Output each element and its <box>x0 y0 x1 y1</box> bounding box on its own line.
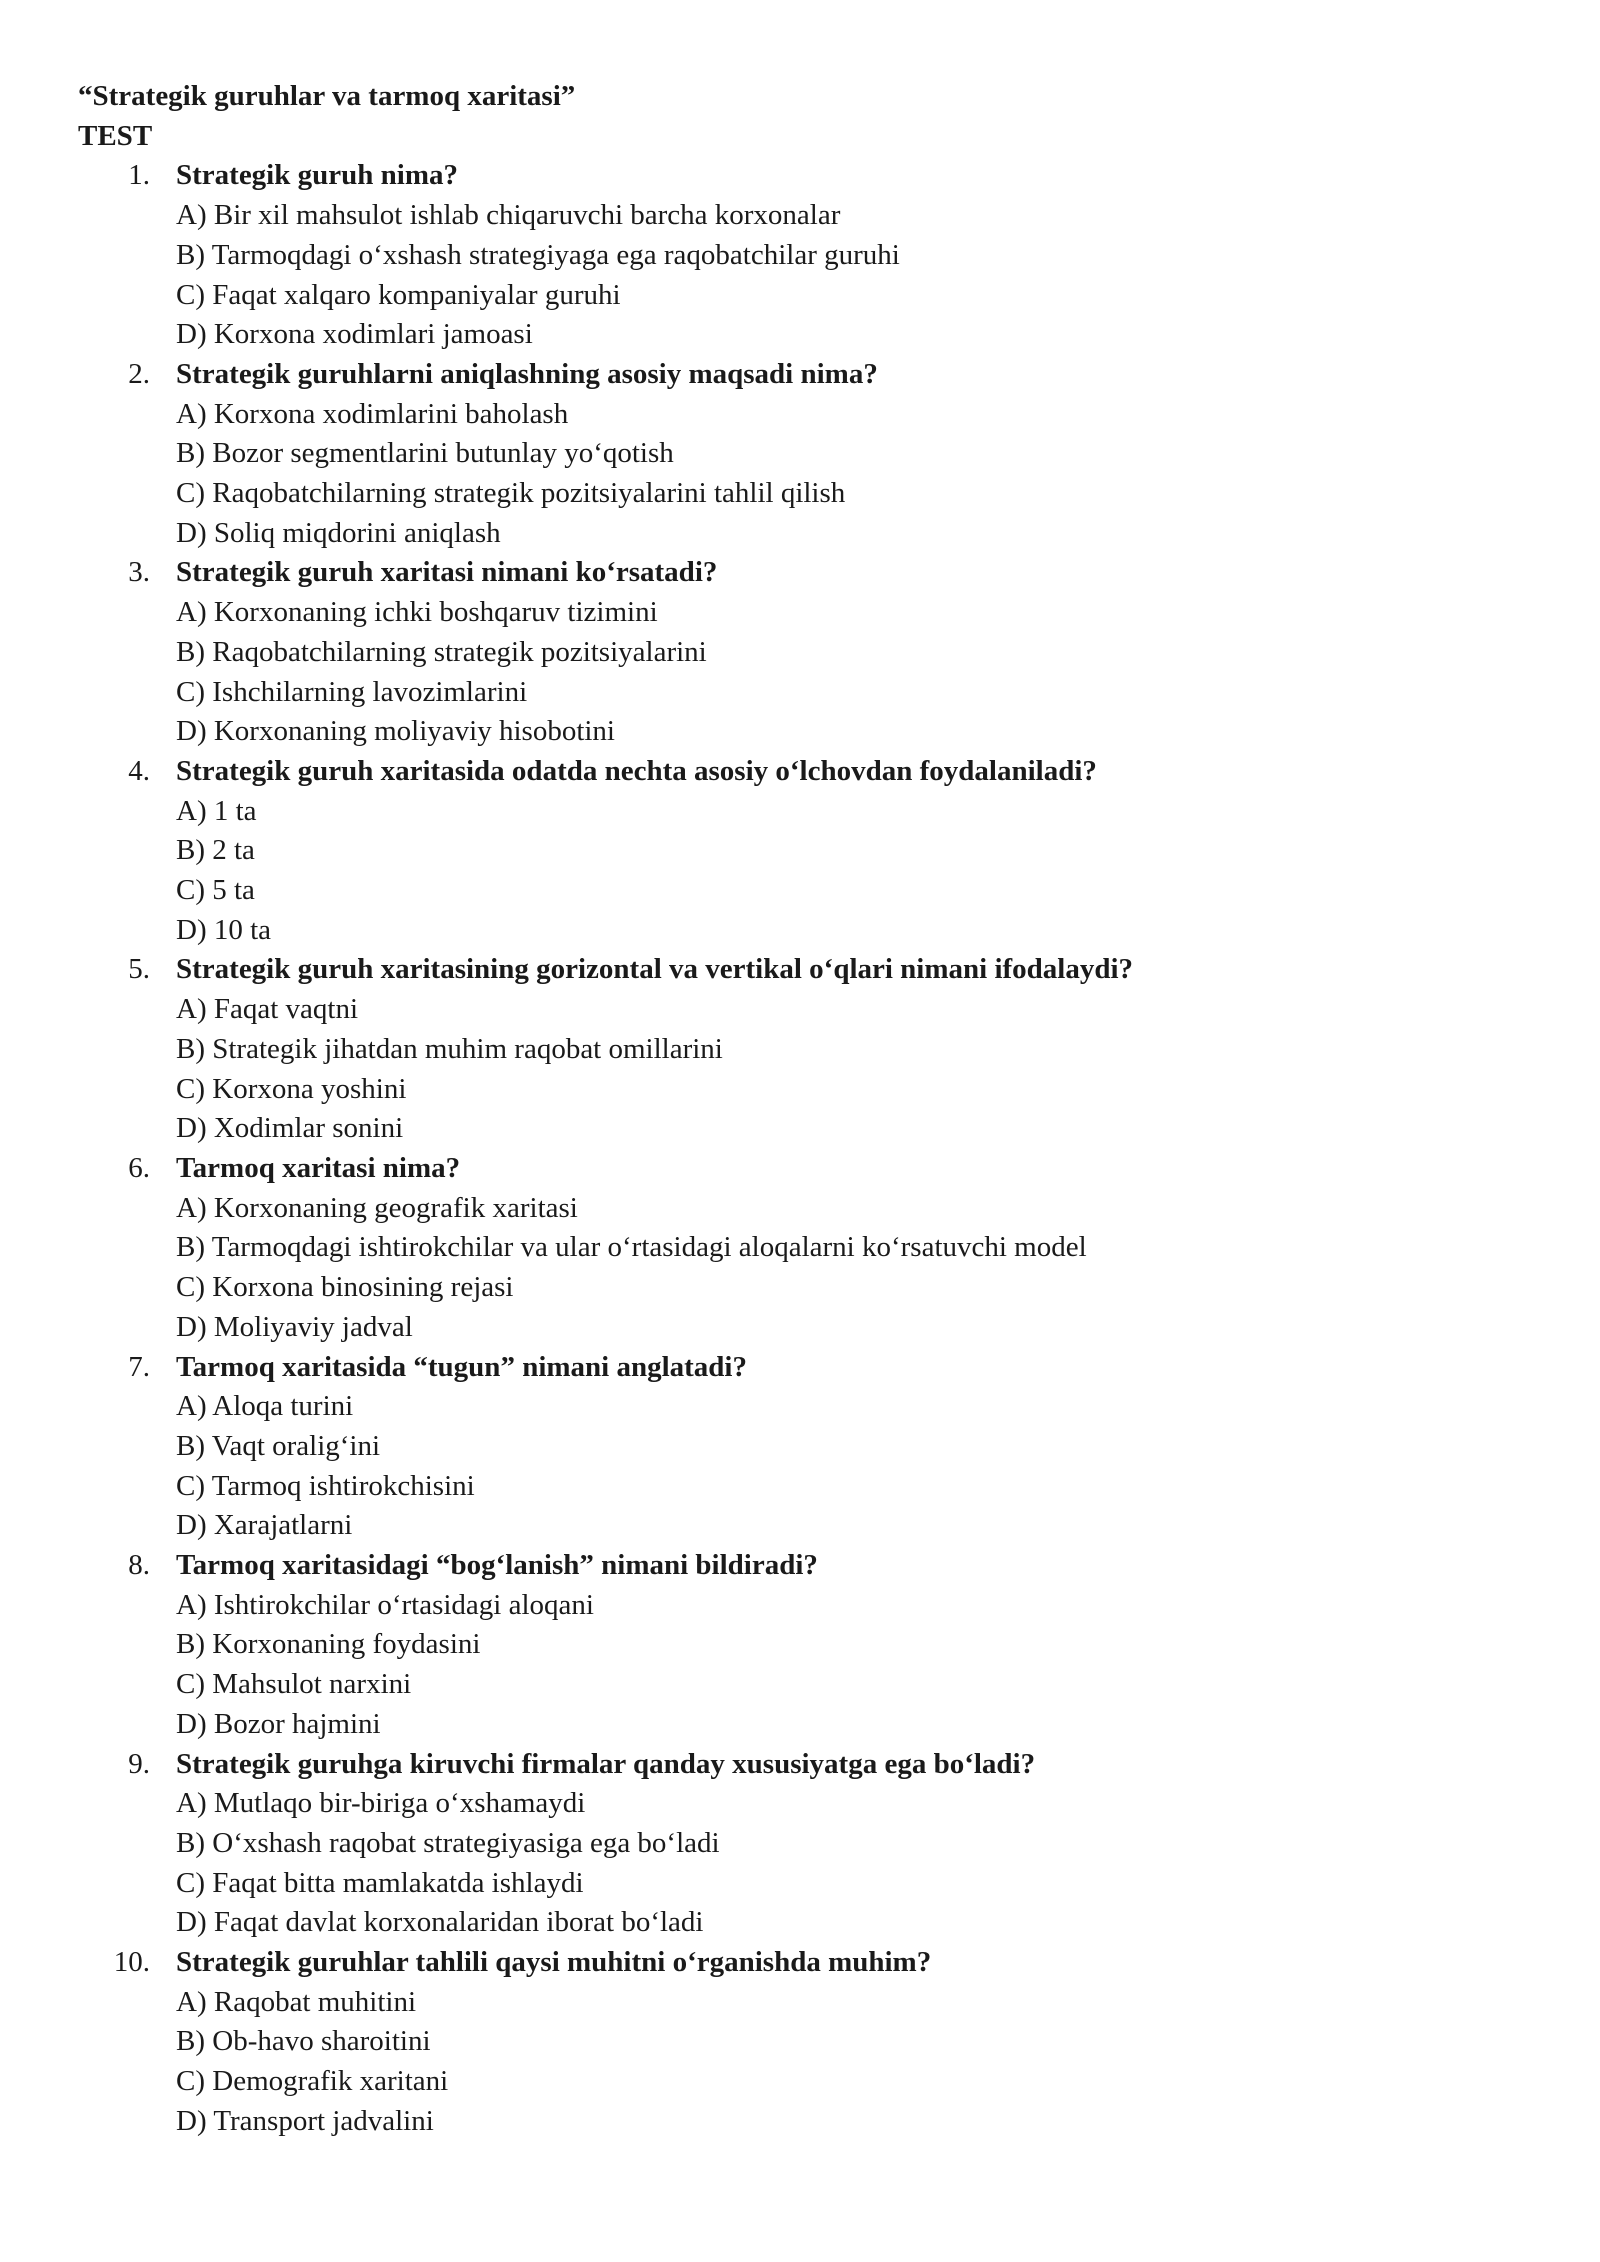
answer-option: A) Ishtirokchilar o‘rtasidagi aloqani <box>176 1588 594 1621</box>
question-item <box>78 1546 1518 1745</box>
question-line <box>78 1943 1518 1983</box>
answer-options <box>78 990 1518 1149</box>
question-text: Tarmoq xaritasida “tugun” nimani anglatadi? <box>176 1350 747 1383</box>
answer-options <box>78 593 1518 752</box>
answer-option: C) Raqobatchilarning strategik pozitsiyalarini tahlil qilish <box>176 477 846 510</box>
answer-option: C) Faqat bitta mamlakatda ishlaydi <box>176 1866 584 1899</box>
answer-option: D) Xarajatlarni <box>176 1509 353 1542</box>
answer-options <box>78 395 1518 554</box>
question-text: Tarmoq xaritasi nima? <box>176 1151 461 1184</box>
question-text: Strategik guruh xaritasining gorizontal va vertikal o‘qlari nimani ifodalaydi? <box>176 953 1134 986</box>
answer-option: D) Bozor hajmini <box>176 1707 381 1740</box>
answer-option: B) Tarmoqdagi o‘xshash strategiyaga ega raqobatchilar guruhi <box>176 238 900 271</box>
question-number: 2. <box>128 357 150 390</box>
answer-options <box>78 792 1518 951</box>
answer-option: D) 10 ta <box>176 913 272 946</box>
answer-options <box>78 1189 1518 1348</box>
answer-option: D) Moliyaviy jadval <box>176 1310 413 1343</box>
question-item <box>78 950 1518 1149</box>
question-number: 5. <box>128 953 150 986</box>
answer-option: A) 1 ta <box>176 794 257 827</box>
question-item <box>78 752 1518 951</box>
question-item <box>78 355 1518 554</box>
answer-option: B) Ob-havo sharoitini <box>176 2025 431 2058</box>
answer-options <box>78 1983 1518 2142</box>
question-text: Strategik guruhlarni aniqlashning asosiy maqsadi nima? <box>176 357 878 390</box>
answer-option: B) Raqobatchilarning strategik pozitsiyalarini <box>176 635 707 668</box>
question-line <box>78 752 1518 792</box>
document-subtitle: TEST <box>78 119 153 152</box>
answer-option: C) Korxona binosining rejasi <box>176 1271 514 1304</box>
answer-option: B) 2 ta <box>176 834 255 867</box>
answer-option: B) O‘xshash raqobat strategiyasiga ega bo‘ladi <box>176 1826 720 1859</box>
answer-option: C) Faqat xalqaro kompaniyalar guruhi <box>176 278 621 311</box>
question-number: 6. <box>128 1151 150 1184</box>
question-line <box>78 1546 1518 1586</box>
answer-option: B) Vaqt oralig‘ini <box>176 1429 381 1462</box>
question-line <box>78 1149 1518 1189</box>
question-text: Strategik guruh xaritasi nimani ko‘rsatadi? <box>176 556 718 589</box>
question-text: Strategik guruh nima? <box>176 159 458 192</box>
answer-options <box>78 1784 1518 1943</box>
question-number: 4. <box>128 754 150 787</box>
answer-option: D) Faqat davlat korxonalaridan iborat bo‘ladi <box>176 1906 704 1939</box>
answer-option: C) Mahsulot narxini <box>176 1668 412 1701</box>
answer-options <box>78 1586 1518 1745</box>
answer-option: A) Korxonaning geografik xaritasi <box>176 1191 578 1224</box>
answer-options <box>78 196 1518 355</box>
question-line <box>78 553 1518 593</box>
question-line <box>78 355 1518 395</box>
question-text: Strategik guruhga kiruvchi firmalar qanday xususiyatga ega bo‘ladi? <box>176 1747 1036 1780</box>
answer-option: B) Strategik jihatdan muhim raqobat omillarini <box>176 1032 723 1065</box>
answer-option: D) Xodimlar sonini <box>176 1112 404 1145</box>
answer-option: B) Bozor segmentlarini butunlay yo‘qotish <box>176 437 674 470</box>
question-item <box>78 1943 1518 2142</box>
answer-option: C) 5 ta <box>176 874 255 907</box>
question-line <box>78 950 1518 990</box>
answer-option: D) Soliq miqdorini aniqlash <box>176 516 501 549</box>
answer-option: C) Tarmoq ishtirokchisini <box>176 1469 475 1502</box>
document-page <box>78 77 1518 2142</box>
question-line <box>78 1745 1518 1785</box>
question-line <box>78 156 1518 196</box>
question-item <box>78 1149 1518 1348</box>
question-item <box>78 553 1518 752</box>
question-list <box>78 156 1518 2141</box>
question-line <box>78 1348 1518 1388</box>
answer-option: C) Ishchilarning lavozimlarini <box>176 675 528 708</box>
answer-option: D) Korxonaning moliyaviy hisobotini <box>176 715 615 748</box>
question-item <box>78 1745 1518 1944</box>
question-text: Strategik guruhlar tahlili qaysi muhitni o‘rganishda muhim? <box>176 1946 932 1979</box>
question-number: 8. <box>128 1549 150 1582</box>
answer-option: D) Korxona xodimlari jamoasi <box>176 318 533 351</box>
answer-options <box>78 1387 1518 1546</box>
answer-option: A) Raqobat muhitini <box>176 1985 417 2018</box>
question-item <box>78 1348 1518 1547</box>
question-text: Strategik guruh xaritasida odatda nechta asosiy o‘lchovdan foydalaniladi? <box>176 754 1097 787</box>
question-number: 1. <box>128 159 150 192</box>
answer-option: B) Tarmoqdagi ishtirokchilar va ular o‘rtasidagi aloqalarni ko‘rsatuvchi model <box>176 1231 1087 1264</box>
question-number: 7. <box>128 1350 150 1383</box>
answer-option: D) Transport jadvalini <box>176 2104 434 2137</box>
document-title: “Strategik guruhlar va tarmoq xaritasi” <box>78 80 576 112</box>
question-item <box>78 156 1518 355</box>
question-number: 9. <box>128 1747 150 1780</box>
answer-option: A) Mutlaqo bir-biriga o‘xshamaydi <box>176 1787 586 1820</box>
question-text: Tarmoq xaritasidagi “bog‘lanish” nimani bildiradi? <box>176 1549 818 1582</box>
answer-option: A) Bir xil mahsulot ishlab chiqaruvchi barcha korxonalar <box>176 199 841 232</box>
answer-option: A) Korxona xodimlarini baholash <box>176 397 569 430</box>
answer-option: A) Faqat vaqtni <box>176 993 359 1026</box>
answer-option: C) Demografik xaritani <box>176 2065 449 2098</box>
answer-option: A) Aloqa turini <box>176 1390 354 1423</box>
question-number: 10. <box>113 1946 150 1979</box>
question-number: 3. <box>128 556 150 589</box>
answer-option: C) Korxona yoshini <box>176 1072 407 1105</box>
answer-option: A) Korxonaning ichki boshqaruv tizimini <box>176 596 658 629</box>
answer-option: B) Korxonaning foydasini <box>176 1628 481 1661</box>
